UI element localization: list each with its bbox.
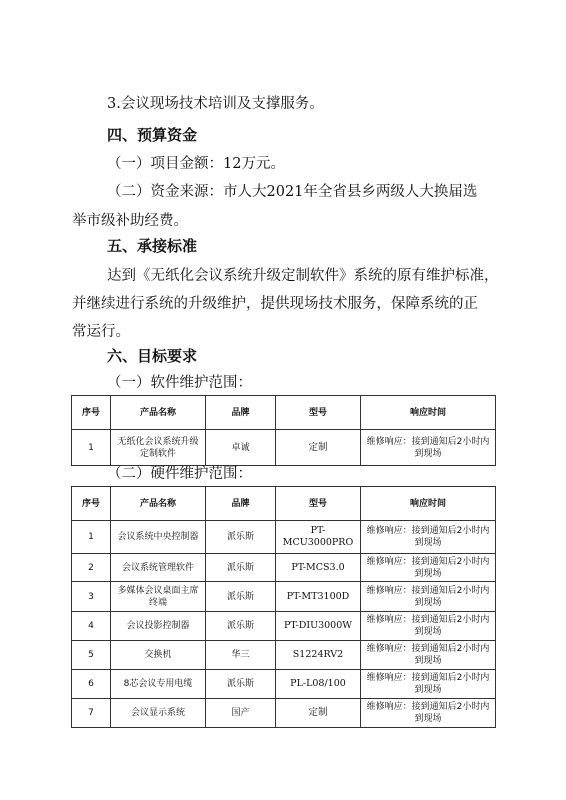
cell-index: 6: [72, 670, 111, 699]
table-row: [72, 430, 496, 466]
cell-index: 2: [72, 554, 111, 582]
cell-index: 7: [72, 699, 111, 728]
cell-model: 定制: [276, 699, 361, 728]
heading-standard: 五、承接标准: [107, 237, 198, 255]
cell-product: 8芯会议专用电缆: [111, 670, 206, 699]
paragraph-item3: 3.会议现场技术培训及支撑服务。: [107, 96, 324, 112]
heading-goals: 六、目标要求: [107, 347, 198, 365]
cell-product: 多媒体会议桌面主席终端: [111, 582, 206, 612]
col-header-product: 产品名称: [111, 487, 206, 521]
cell-model: PT-MCU3000PRO: [276, 521, 361, 554]
col-header-index: 序号: [72, 396, 111, 430]
cell-product: 会议投影控制器: [111, 612, 206, 641]
col-header-brand: 品牌: [206, 396, 276, 430]
cell-model: 定制: [276, 430, 361, 466]
cell-brand: 派乐斯: [206, 670, 276, 699]
cell-product: 会议显示系统: [111, 699, 206, 728]
col-header-brand: 品牌: [206, 487, 276, 521]
cell-response: 维修响应：接到通知后2小时内到现场: [361, 670, 496, 699]
hardware-table-header-row: [72, 487, 496, 521]
cell-model: PL-L08/100: [276, 670, 361, 699]
col-header-response: 响应时间: [361, 487, 496, 521]
cell-brand: 华三: [206, 641, 276, 670]
col-header-model: 型号: [276, 396, 361, 430]
paragraph-standard-line3: 常运行。: [72, 324, 130, 340]
cell-model: PT-MT3100D: [276, 582, 361, 612]
cell-response: 维修响应：接到通知后2小时内到现场: [361, 699, 496, 728]
table-row: [72, 554, 496, 582]
cell-response: 维修响应：接到通知后2小时内到现场: [361, 521, 496, 554]
paragraph-standard-line2: 并继续进行系统的升级维护，提供现场技术服务，保障系统的正: [72, 296, 478, 312]
paragraph-budget-amount: （一）项目金额：12万元。: [107, 156, 285, 172]
col-header-index: 序号: [72, 487, 111, 521]
table-row: [72, 521, 496, 554]
col-header-response: 响应时间: [361, 396, 496, 430]
cell-brand: 派乐斯: [206, 612, 276, 641]
cell-index: 5: [72, 641, 111, 670]
col-header-model: 型号: [276, 487, 361, 521]
cell-response: 维修响应：接到通知后2小时内到现场: [361, 554, 496, 582]
cell-model: S1224RV2: [276, 641, 361, 670]
software-table: [71, 395, 496, 466]
cell-response: 维修响应：接到通知后2小时内到现场: [361, 430, 496, 466]
paragraph-standard-line1: 达到《无纸化会议系统升级定制软件》系统的原有维护标准，: [107, 268, 499, 284]
cell-index: 3: [72, 582, 111, 612]
table-row: [72, 641, 496, 670]
cell-product: 无纸化会议系统升级定制软件: [111, 430, 206, 466]
cell-brand: 派乐斯: [206, 521, 276, 554]
cell-product: 交换机: [111, 641, 206, 670]
cell-brand: 国产: [206, 699, 276, 728]
table-row: [72, 582, 496, 612]
software-scope-title: （一）软件维护范围：: [107, 375, 252, 391]
paragraph-budget-source-line2: 举市级补助经费。: [72, 213, 188, 229]
cell-response: 维修响应：接到通知后2小时内到现场: [361, 641, 496, 670]
table-row: [72, 699, 496, 728]
cell-index: 1: [72, 430, 111, 466]
cell-response: 维修响应：接到通知后2小时内到现场: [361, 612, 496, 641]
cell-product: 会议系统管理软件: [111, 554, 206, 582]
cell-product: 会议系统中央控制器: [111, 521, 206, 554]
col-header-product: 产品名称: [111, 396, 206, 430]
cell-brand: 派乐斯: [206, 582, 276, 612]
table-row: [72, 670, 496, 699]
table-row: [72, 612, 496, 641]
paragraph-budget-source-line1: （二）资金来源：市人大2021年全省县乡两级人大换届选: [107, 184, 478, 200]
cell-model: PT-MCS3.0: [276, 554, 361, 582]
software-table-header-row: [72, 396, 496, 430]
cell-model: PT-DIU3000W: [276, 612, 361, 641]
cell-index: 4: [72, 612, 111, 641]
heading-budget: 四、预算资金: [107, 126, 198, 144]
cell-brand: 派乐斯: [206, 554, 276, 582]
hardware-table: [71, 486, 496, 728]
cell-index: 1: [72, 521, 111, 554]
hardware-scope-title: （二）硬件维护范围：: [107, 466, 252, 482]
cell-response: 维修响应：接到通知后2小时内到现场: [361, 582, 496, 612]
cell-brand: 卓诚: [206, 430, 276, 466]
